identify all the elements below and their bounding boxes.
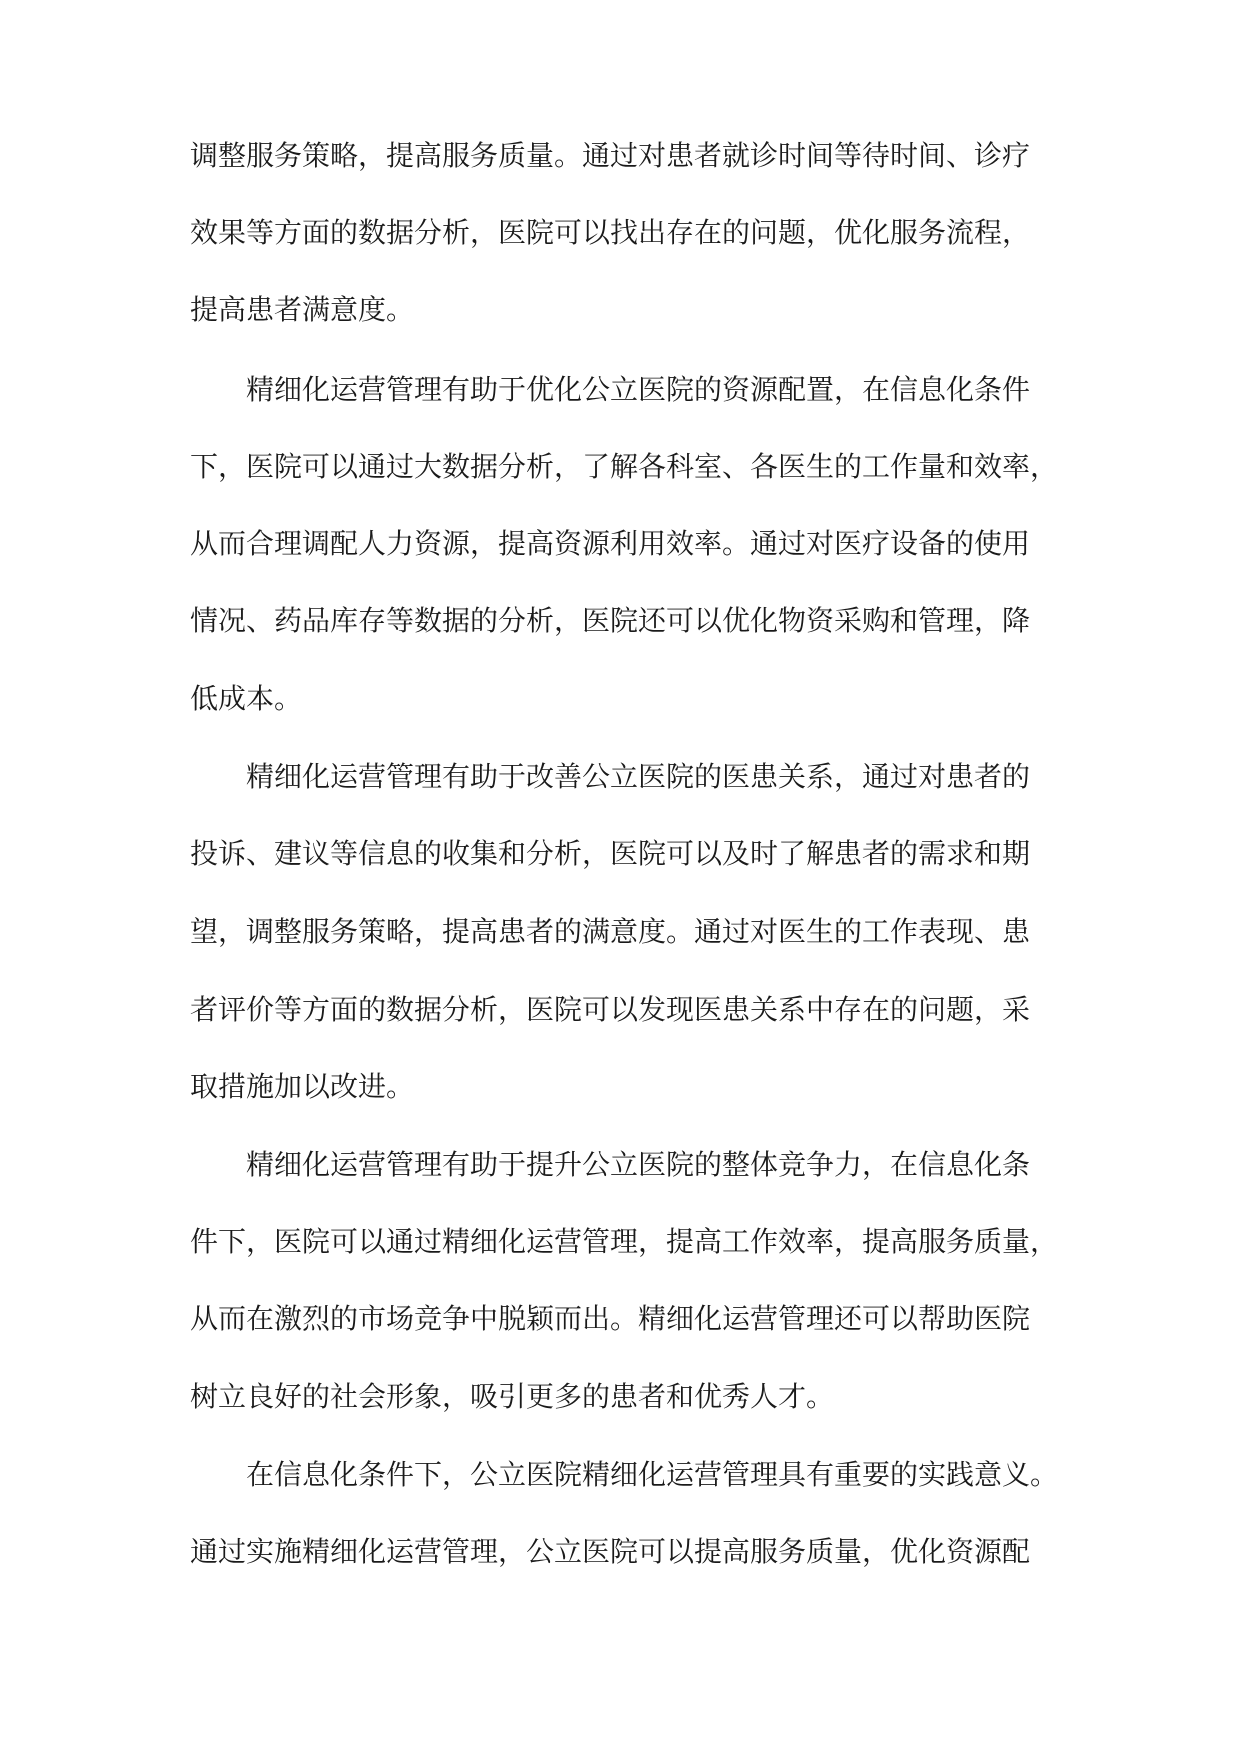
paragraph-first-line: 精细化运营管理有助于优化公立医院的资源配置，在信息化条件 [246,373,1031,406]
text-line: 树立良好的社会形象，吸引更多的患者和优秀人才。 [190,1380,835,1413]
text-line: 效果等方面的数据分析，医院可以找出存在的问题，优化服务流程， [190,216,1031,249]
text-line: 投诉、建议等信息的收集和分析，医院可以及时了解患者的需求和期 [190,837,1031,870]
text-line: 者评价等方面的数据分析，医院可以发现医患关系中存在的问题，采 [190,993,1031,1026]
text-line: 通过实施精细化运营管理，公立医院可以提高服务质量，优化资源配 [190,1535,1031,1568]
text-line: 情况、药品库存等数据的分析，医院还可以优化物资采购和管理，降 [190,604,1031,637]
paragraph-first-line: 精细化运营管理有助于提升公立医院的整体竞争力，在信息化条 [246,1148,1031,1181]
text-line: 从而合理调配人力资源，提高资源利用效率。通过对医疗设备的使用 [190,527,1031,560]
text-line: 提高患者满意度。 [190,293,415,326]
text-line: 从而在激烈的市场竞争中脱颖而出。精细化运营管理还可以帮助医院 [190,1302,1031,1335]
text-line: 下，医院可以通过大数据分析，了解各科室、各医生的工作量和效率， [190,450,1059,483]
text-line: 望，调整服务策略，提高患者的满意度。通过对医生的工作表现、患 [190,915,1031,948]
text-line: 调整服务策略，提高服务质量。通过对患者就诊时间等待时间、诊疗 [190,139,1031,172]
text-line: 件下，医院可以通过精细化运营管理，提高工作效率，提高服务质量， [190,1225,1059,1258]
paragraph-first-line: 精细化运营管理有助于改善公立医院的医患关系，通过对患者的 [246,760,1031,793]
text-line: 取措施加以改进。 [190,1070,415,1103]
paragraph-first-line: 在信息化条件下，公立医院精细化运营管理具有重要的实践意义。 [246,1458,1059,1491]
text-line: 低成本。 [190,682,303,715]
